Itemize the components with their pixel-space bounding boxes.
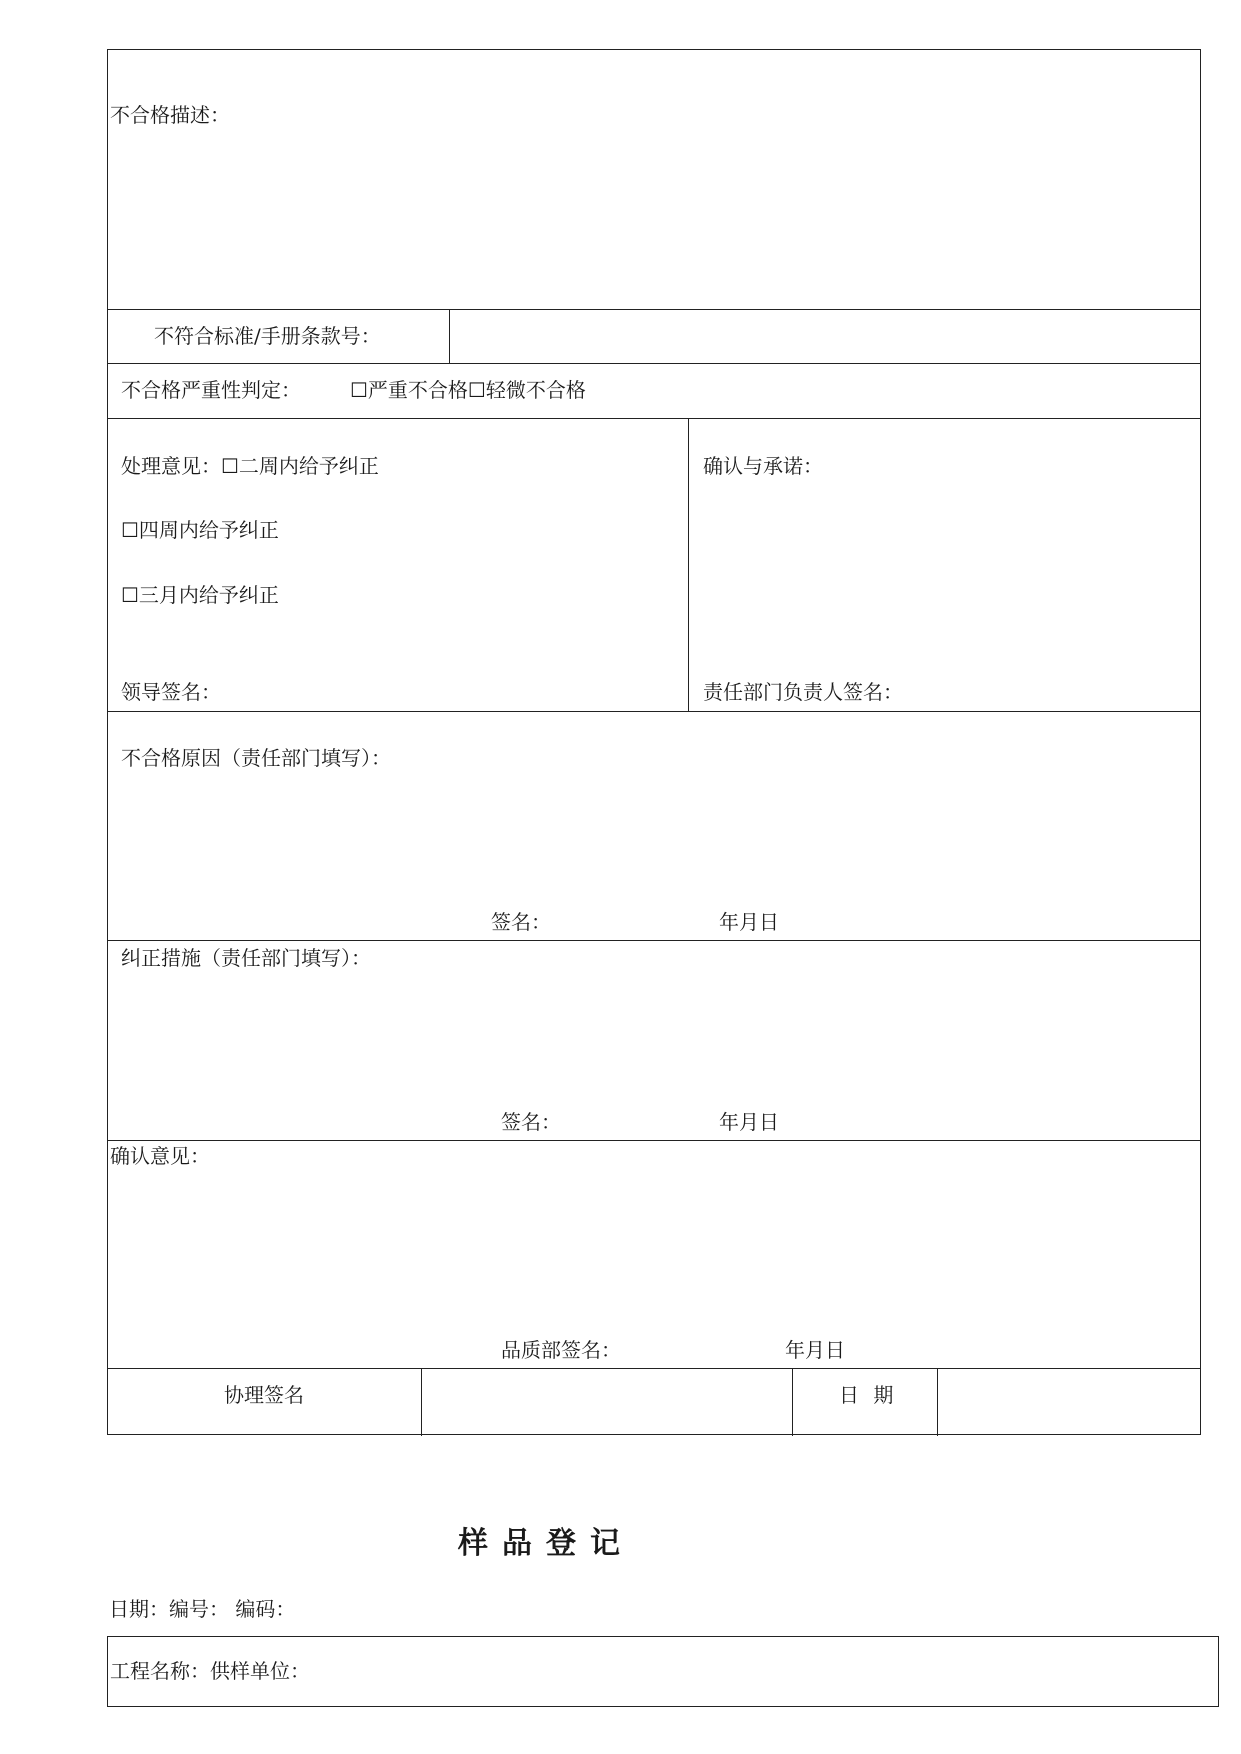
row-divider [108, 363, 1200, 364]
sample-meta-line: 日期：编号： 编码： [109, 1597, 296, 1621]
row-divider [108, 940, 1200, 941]
cell-divider [937, 1368, 938, 1436]
sample-registration-title: 样品登记 [458, 1526, 634, 1561]
corrective-signature-label: 签名： [501, 1110, 561, 1134]
nonconformity-description-label: 不合格描述： [110, 103, 230, 127]
standard-clause-label: 不符合标准/手册条款号： [154, 324, 381, 348]
nonconformity-form [107, 49, 1201, 1435]
date-label: 日 期 [839, 1383, 894, 1407]
assistant-signature-label: 协理签名 [224, 1383, 304, 1407]
row-divider [108, 418, 1200, 419]
handling-opinion-label[interactable]: 处理意见：☐二周内给予纠正 [121, 454, 379, 478]
severity-options[interactable]: ☐严重不合格☐轻微不合格 [350, 378, 586, 402]
cell-divider [688, 418, 689, 711]
row-divider [108, 309, 1200, 310]
corrective-measures-label: 纠正措施（责任部门填写）： [121, 946, 371, 970]
project-supplier-line: 工程名称：供样单位： [110, 1659, 310, 1683]
confirmation-promise-label: 确认与承诺： [703, 454, 823, 478]
cell-divider [792, 1368, 793, 1436]
sample-registration-table [107, 1636, 1219, 1707]
confirmation-opinion-label: 确认意见： [110, 1144, 210, 1168]
cell-divider [421, 1368, 422, 1436]
row-divider [108, 1140, 1200, 1141]
quality-dept-signature-label: 品质部签名： [501, 1338, 621, 1362]
cause-label: 不合格原因（责任部门填写）： [121, 746, 391, 770]
cause-signature-label: 签名： [491, 910, 551, 934]
leader-signature-label: 领导签名： [121, 680, 221, 704]
dept-head-signature-label: 责任部门负责人签名： [703, 680, 903, 704]
row-divider [108, 1368, 1200, 1369]
confirmation-date-label: 年月日 [785, 1338, 845, 1362]
row-divider [108, 711, 1200, 712]
handling-option-four-weeks[interactable]: ☐四周内给予纠正 [121, 518, 279, 542]
corrective-date-label: 年月日 [719, 1110, 779, 1134]
severity-label: 不合格严重性判定： [121, 378, 301, 402]
handling-option-three-months[interactable]: ☐三月内给予纠正 [121, 583, 279, 607]
cell-divider [449, 309, 450, 363]
cause-date-label: 年月日 [719, 910, 779, 934]
